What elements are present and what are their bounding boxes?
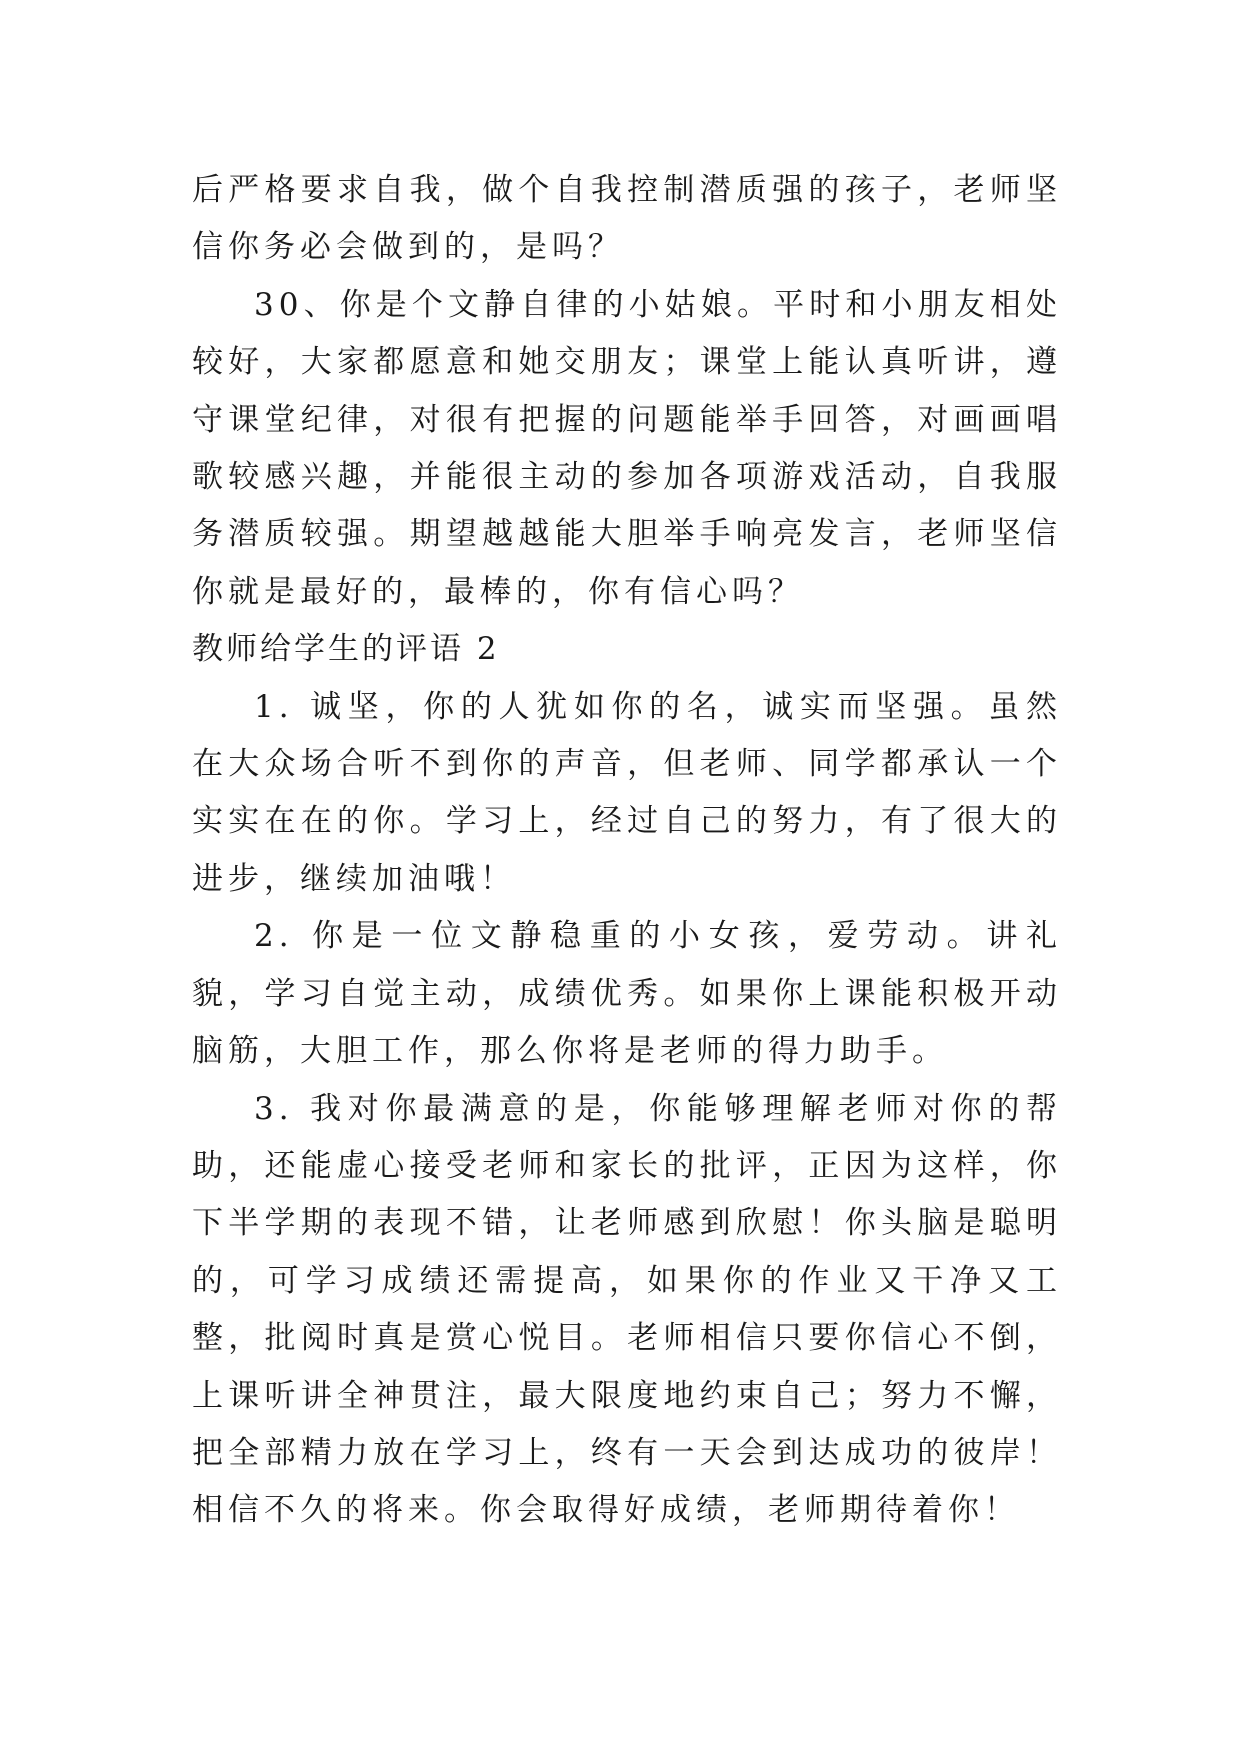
list-item-1: 1. 诚坚，你的人犹如你的名，诚实而坚强。虽然在大众场合听不到你的声音，但老师、同学都承认一个实实在在的你。学习上，经过自己的努力，有了很大的进步，继续加油哦！: [192, 688, 1062, 897]
paragraph-continuation: 后严格要求自我，做个自我控制潜质强的孩子，老师坚信你务必会做到的，是吗？: [192, 172, 1062, 266]
paragraph-item-30: 30、你是个文静自律的小姑娘。平时和小朋友相处较好，大家都愿意和她交朋友；课堂上能认真听讲，遵守课堂纪律，对很有把握的问题能举手回答，对画画唱歌较感兴趣，并能很主动的参加各项游戏活动，自我服务潜质较强。期望越越能大胆举手响亮发言，老师坚信你就是最好的，最棒的，你有信心吗？: [192, 286, 1062, 610]
list-item-3: 3. 我对你最满意的是，你能够理解老师对你的帮助，还能虚心接受老师和家长的批评，正因为这样，你下半学期的表现不错，让老师感到欣慰！你头脑是聪明的，可学习成绩还需提高，如果你的作业又干净又工整，批阅时真是赏心悦目。老师相信只要你信心不倒，上课听讲全神贯注，最大限度地约束自己；努力不懈，把全部精力放在学习上，终有一天会到达成功的彼岸！相信不久的将来。你会取得好成绩，老师期待着你！: [192, 1090, 1062, 1529]
list-item-2: 2. 你是一位文静稳重的小女孩，爱劳动。讲礼貌，学习自觉主动，成绩优秀。如果你上课能积极开动脑筋，大胆工作，那么你将是老师的得力助手。: [192, 918, 1062, 1070]
document-body: [192, 162, 1062, 1540]
section-heading: 教师给学生的评语 2: [192, 631, 500, 668]
